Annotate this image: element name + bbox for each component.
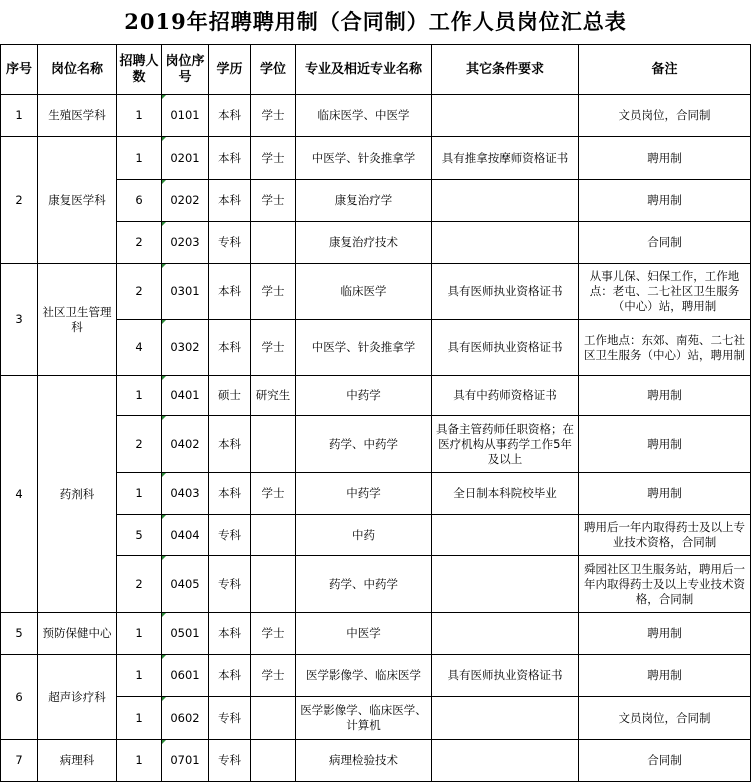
hire-count: 4 [117, 320, 162, 376]
major: 中药 [296, 515, 432, 556]
education: 本科 [209, 264, 251, 320]
education: 本科 [209, 613, 251, 655]
dept-name: 病理科 [38, 740, 117, 782]
position-code: 0405 [162, 556, 209, 613]
remarks: 聘用制 [579, 376, 751, 416]
position-code: 0403 [162, 473, 209, 515]
education: 本科 [209, 416, 251, 473]
remarks: 文员岗位，合同制 [579, 697, 751, 740]
table-row [1, 613, 751, 655]
other-requirements: 全日制本科院校毕业 [432, 473, 579, 515]
remarks: 聘用制 [579, 655, 751, 697]
remarks: 从事儿保、妇保工作，工作地点：老屯、二七社区卫生服务（中心）站，聘用制 [579, 264, 751, 320]
major: 康复治疗学 [296, 180, 432, 222]
dept-seq: 5 [1, 613, 38, 655]
header-remarks: 备注 [579, 45, 751, 95]
dept-name: 社区卫生管理科 [38, 264, 117, 376]
position-code: 0602 [162, 697, 209, 740]
header-other-requirements: 其它条件要求 [432, 45, 579, 95]
remarks: 聘用制 [579, 473, 751, 515]
dept-name: 药剂科 [38, 376, 117, 613]
hire-count: 1 [117, 95, 162, 137]
degree: 学士 [251, 137, 296, 180]
remarks: 聘用制 [579, 137, 751, 180]
remarks: 合同制 [579, 222, 751, 264]
positions-table [0, 44, 751, 782]
degree: 学士 [251, 655, 296, 697]
degree: 学士 [251, 95, 296, 137]
hire-count: 6 [117, 180, 162, 222]
education: 专科 [209, 740, 251, 782]
remarks: 聘用制 [579, 613, 751, 655]
degree [251, 556, 296, 613]
position-code: 0401 [162, 376, 209, 416]
table-row [1, 740, 751, 782]
header-seq: 序号 [1, 45, 38, 95]
education: 硕士 [209, 376, 251, 416]
major: 病理检验技术 [296, 740, 432, 782]
education: 本科 [209, 473, 251, 515]
degree [251, 740, 296, 782]
hire-count: 1 [117, 473, 162, 515]
header-education: 学历 [209, 45, 251, 95]
remarks: 舜园社区卫生服务站，聘用后一年内取得药士及以上专业技术资格，合同制 [579, 556, 751, 613]
remarks: 聘用制 [579, 180, 751, 222]
degree: 学士 [251, 180, 296, 222]
position-code: 0501 [162, 613, 209, 655]
education: 本科 [209, 95, 251, 137]
dept-name: 预防保健中心 [38, 613, 117, 655]
other-requirements [432, 180, 579, 222]
dept-name: 康复医学科 [38, 137, 117, 264]
position-code: 0301 [162, 264, 209, 320]
degree: 学士 [251, 613, 296, 655]
major: 临床医学、中医学 [296, 95, 432, 137]
hire-count: 1 [117, 613, 162, 655]
table-row [1, 95, 751, 137]
education: 专科 [209, 515, 251, 556]
position-code: 0101 [162, 95, 209, 137]
education: 专科 [209, 222, 251, 264]
major: 中药学 [296, 473, 432, 515]
header-row [1, 45, 751, 95]
other-requirements: 具有医师执业资格证书 [432, 655, 579, 697]
table-row [1, 137, 751, 180]
remarks: 合同制 [579, 740, 751, 782]
dept-name: 生殖医学科 [38, 95, 117, 137]
position-code: 0202 [162, 180, 209, 222]
position-code: 0601 [162, 655, 209, 697]
education: 本科 [209, 655, 251, 697]
other-requirements: 具有医师执业资格证书 [432, 264, 579, 320]
header-position-name: 岗位名称 [38, 45, 117, 95]
page-title: 2019年招聘聘用制（合同制）工作人员岗位汇总表 [124, 9, 627, 34]
education: 专科 [209, 697, 251, 740]
other-requirements: 具有推拿按摩师资格证书 [432, 137, 579, 180]
other-requirements: 具有中药师资格证书 [432, 376, 579, 416]
dept-seq: 4 [1, 376, 38, 613]
major: 中医学、针灸推拿学 [296, 137, 432, 180]
hire-count: 1 [117, 697, 162, 740]
header-major: 专业及相近专业名称 [296, 45, 432, 95]
dept-name: 超声诊疗科 [38, 655, 117, 740]
education: 本科 [209, 137, 251, 180]
position-code: 0404 [162, 515, 209, 556]
dept-seq: 6 [1, 655, 38, 740]
position-code: 0302 [162, 320, 209, 376]
degree [251, 697, 296, 740]
header-degree: 学位 [251, 45, 296, 95]
position-code: 0701 [162, 740, 209, 782]
dept-seq: 3 [1, 264, 38, 376]
hire-count: 2 [117, 416, 162, 473]
degree [251, 515, 296, 556]
other-requirements [432, 697, 579, 740]
other-requirements [432, 740, 579, 782]
position-code: 0203 [162, 222, 209, 264]
education: 专科 [209, 556, 251, 613]
hire-count: 1 [117, 137, 162, 180]
hire-count: 2 [117, 264, 162, 320]
other-requirements: 具有医师执业资格证书 [432, 320, 579, 376]
hire-count: 5 [117, 515, 162, 556]
table-row [1, 376, 751, 416]
header-hire-count: 招聘人数 [117, 45, 162, 95]
remarks: 聘用后一年内取得药士及以上专业技术资格，合同制 [579, 515, 751, 556]
other-requirements [432, 222, 579, 264]
major: 中医学 [296, 613, 432, 655]
education: 本科 [209, 180, 251, 222]
position-code: 0402 [162, 416, 209, 473]
major: 康复治疗技术 [296, 222, 432, 264]
dept-seq: 7 [1, 740, 38, 782]
major: 药学、中药学 [296, 556, 432, 613]
hire-count: 1 [117, 376, 162, 416]
major: 医学影像学、临床医学、计算机 [296, 697, 432, 740]
education: 本科 [209, 320, 251, 376]
remarks: 聘用制 [579, 416, 751, 473]
hire-count: 1 [117, 655, 162, 697]
remarks: 文员岗位，合同制 [579, 95, 751, 137]
other-requirements [432, 613, 579, 655]
other-requirements [432, 95, 579, 137]
header-position-code: 岗位序号 [162, 45, 209, 95]
other-requirements [432, 556, 579, 613]
dept-seq: 2 [1, 137, 38, 264]
hire-count: 1 [117, 740, 162, 782]
position-code: 0201 [162, 137, 209, 180]
major: 临床医学 [296, 264, 432, 320]
other-requirements [432, 515, 579, 556]
major: 药学、中药学 [296, 416, 432, 473]
dept-seq: 1 [1, 95, 38, 137]
table-row [1, 655, 751, 697]
hire-count: 2 [117, 556, 162, 613]
degree [251, 222, 296, 264]
degree: 研究生 [251, 376, 296, 416]
major: 中医学、针灸推拿学 [296, 320, 432, 376]
degree: 学士 [251, 264, 296, 320]
table-row [1, 264, 751, 320]
other-requirements: 具备主管药师任职资格；在医疗机构从事药学工作5年及以上 [432, 416, 579, 473]
major: 中药学 [296, 376, 432, 416]
remarks: 工作地点：东郊、南苑、二七社区卫生服务（中心）站，聘用制 [579, 320, 751, 376]
degree: 学士 [251, 320, 296, 376]
major: 医学影像学、临床医学 [296, 655, 432, 697]
degree [251, 416, 296, 473]
hire-count: 2 [117, 222, 162, 264]
degree: 学士 [251, 473, 296, 515]
